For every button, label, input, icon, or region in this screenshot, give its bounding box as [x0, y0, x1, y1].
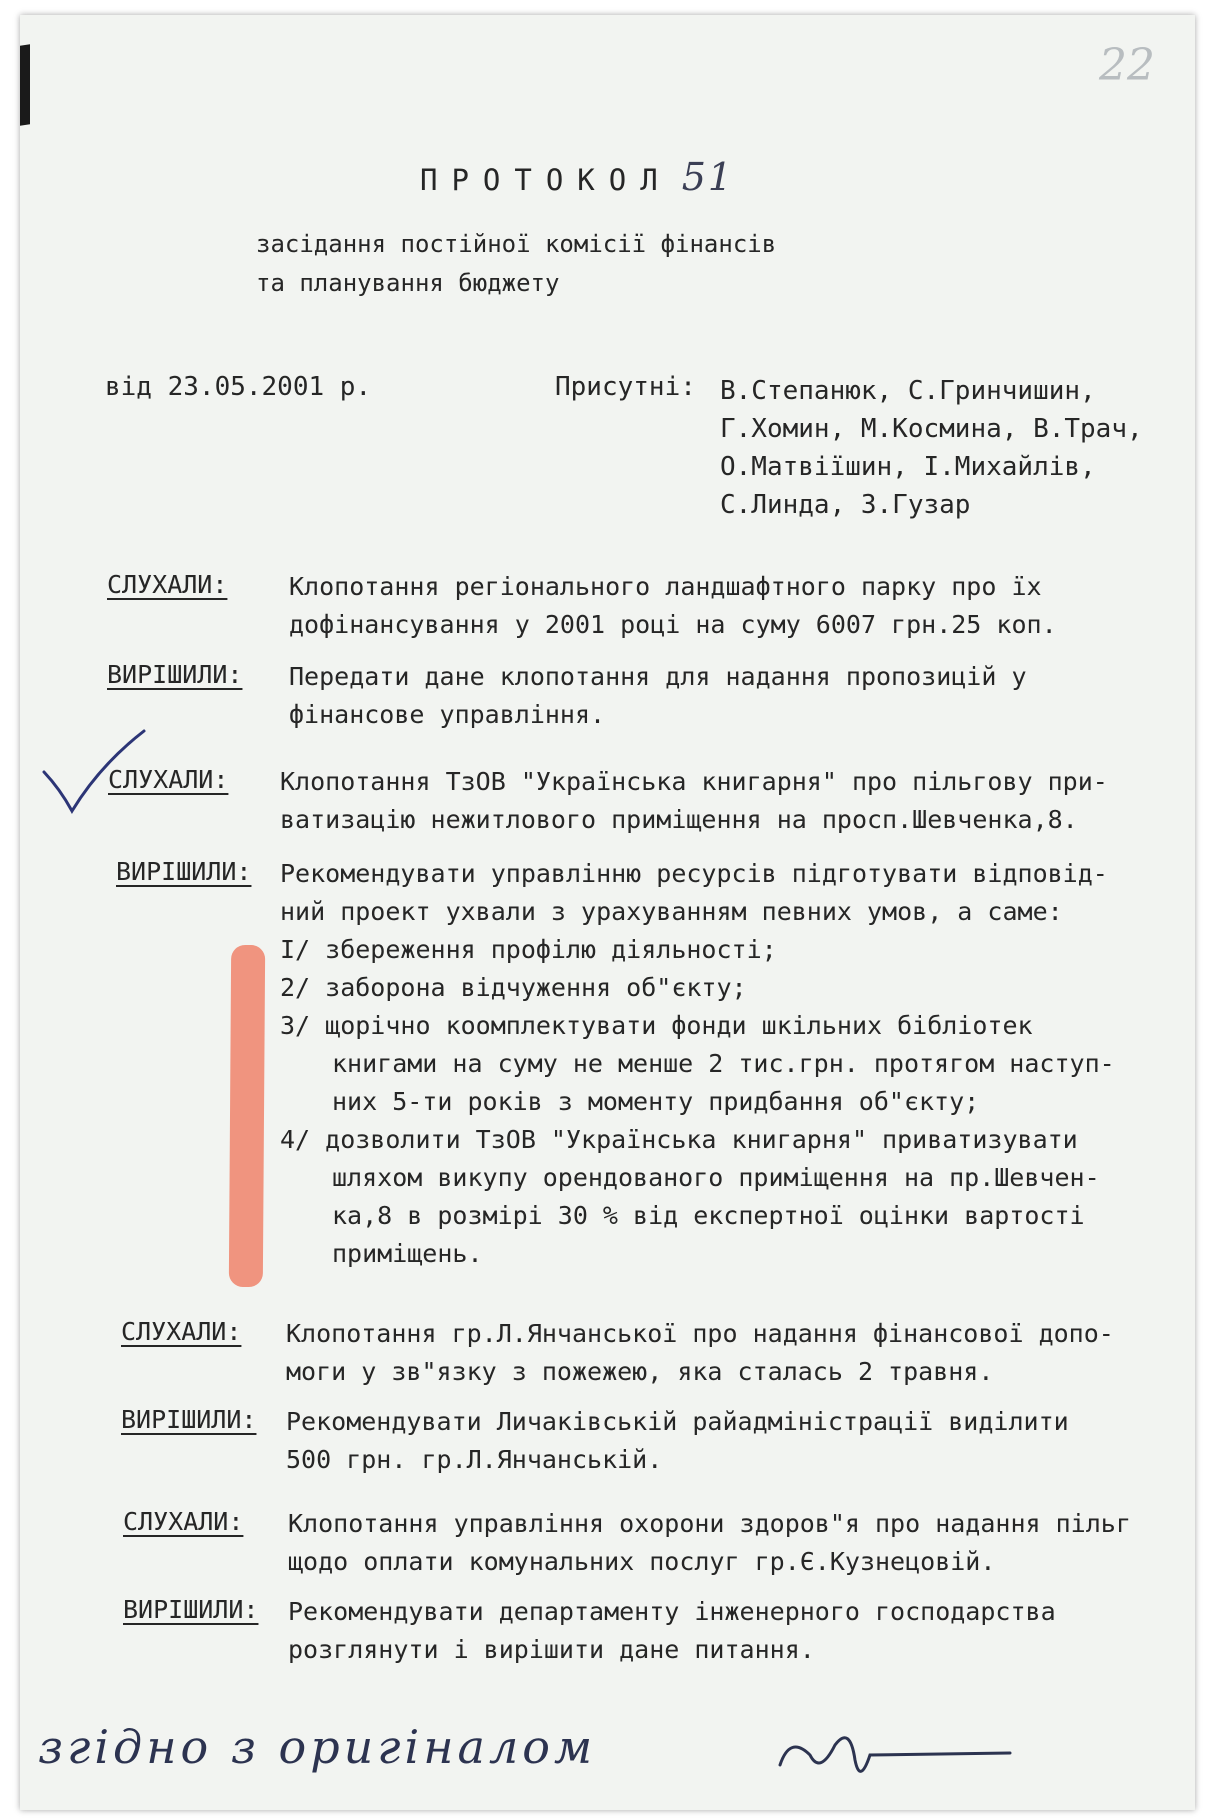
- text-line: фінансове управління.: [289, 700, 606, 729]
- heard-text: [288, 1505, 1131, 1581]
- text-line: Рекомендувати департаменту інженерного господарства: [288, 1597, 1056, 1626]
- present-line: В.Степанюк, С.Гринчишин,: [720, 376, 1096, 406]
- document-title: [420, 155, 734, 199]
- title-text: ПРОТОКОЛ: [420, 163, 672, 197]
- subtitle-line: та планування бюджету: [256, 269, 560, 297]
- subtitle-line: засідання постійної комісії фінансів: [256, 230, 777, 258]
- signature-icon: [20, 1715, 1195, 1795]
- decided-text: [280, 855, 1115, 1273]
- subtitle: [256, 225, 776, 303]
- decided-label: ВИРІШИЛИ:: [121, 1405, 257, 1434]
- present-line: С.Линда, З.Гузар: [720, 490, 971, 520]
- edge-mark: [20, 44, 30, 125]
- heard-text: [280, 763, 1108, 839]
- heard-label: СЛУХАЛИ:: [107, 570, 228, 599]
- text-line: Клопотання гр.Л.Янчанської про надання фінансової допо-: [286, 1319, 1114, 1348]
- decided-text: [288, 1593, 1056, 1669]
- text-line: книгами на суму не менше 2 тис.грн. протягом наступ-: [332, 1049, 1115, 1078]
- heard-text: [286, 1315, 1114, 1391]
- text-line: моги у зв"язку з пожежею, яка сталась 2 травня.: [286, 1357, 994, 1386]
- text-line: щодо оплати комунальних послуг гр.Є.Кузнецовій.: [288, 1547, 996, 1576]
- present-label: Присутні:: [555, 372, 696, 402]
- text-line: розглянути і вирішити дане питання.: [288, 1635, 815, 1664]
- heard-text: [289, 568, 1057, 644]
- text-line: ний проект ухвали з урахуванням певних умов, а саме:: [280, 897, 1063, 926]
- heard-label: СЛУХАЛИ:: [108, 765, 229, 794]
- protocol-number: 51: [681, 155, 735, 199]
- certification-handwriting: згідно з оригіналом: [38, 1720, 597, 1774]
- heard-label: СЛУХАЛИ:: [123, 1507, 244, 1536]
- text-line: 3/ щорічно коомплектувати фонди шкільних бібліотек: [280, 1011, 1033, 1040]
- text-line: Рекомендувати Личаківській райадміністрації виділити: [286, 1407, 1069, 1436]
- present-line: О.Матвіїшин, І.Михайлів,: [720, 452, 1096, 482]
- text-line: шляхом викупу орендованого приміщення на пр.Шевчен-: [332, 1163, 1100, 1192]
- text-line: 2/ заборона відчуження об"єкту;: [280, 973, 747, 1002]
- page-number: 22: [1099, 40, 1155, 91]
- text-line: них 5-ти років з моменту придбання об"єкту;: [332, 1087, 980, 1116]
- text-line: дофінансування у 2001 році на суму 6007 грн.25 коп.: [289, 610, 1057, 639]
- highlighter-mark: [229, 945, 265, 1287]
- text-line: І/ збереження профілю діяльності;: [280, 935, 777, 964]
- text-line: Клопотання регіонального ландшафтного парку про їх: [289, 572, 1042, 601]
- text-line: Передати дане клопотання для надання пропозицій у: [289, 662, 1027, 691]
- present-line: Г.Хомин, М.Космина, В.Трач,: [720, 414, 1143, 444]
- decided-label: ВИРІШИЛИ:: [116, 857, 252, 886]
- decided-label: ВИРІШИЛИ:: [123, 1595, 259, 1624]
- text-line: 500 грн. гр.Л.Янчанській.: [286, 1445, 663, 1474]
- text-line: приміщень.: [332, 1239, 483, 1268]
- present-names: [720, 372, 1143, 524]
- text-line: Клопотання управління охорони здоров"я про надання пільг: [288, 1509, 1131, 1538]
- text-line: ка,8 в розмірі 30 % від експертної оцінки вартості: [332, 1201, 1085, 1230]
- document-page: [20, 15, 1195, 1810]
- heard-label: СЛУХАЛИ:: [121, 1317, 242, 1346]
- text-line: ватизацію нежитлового приміщення на просп.Шевченка,8.: [280, 805, 1078, 834]
- meeting-date: від 23.05.2001 р.: [105, 372, 372, 402]
- text-line: 4/ дозволити ТзОВ "Українська книгарня" приватизувати: [280, 1125, 1078, 1154]
- text-line: Рекомендувати управлінню ресурсів підготувати відповід-: [280, 859, 1108, 888]
- decided-label: ВИРІШИЛИ:: [107, 660, 243, 689]
- text-line: Клопотання ТзОВ "Українська книгарня" про пільгову при-: [280, 767, 1108, 796]
- decided-text: [286, 1403, 1069, 1479]
- decided-text: [289, 658, 1027, 734]
